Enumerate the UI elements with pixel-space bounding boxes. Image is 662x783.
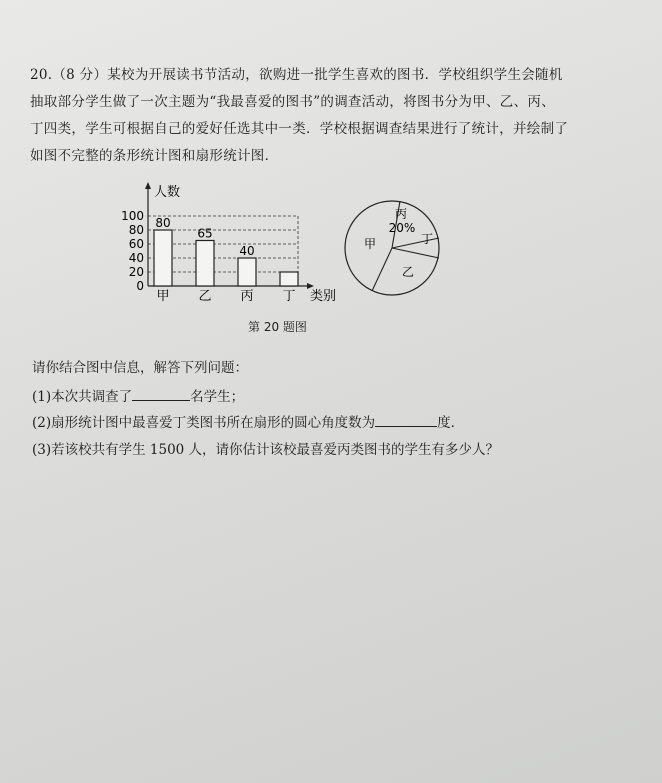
x-category-label: 丙 (240, 289, 254, 304)
sub-question-1-text-b: 名学生； (190, 389, 245, 405)
question-line-1: 20.（8 分）某校为开展读书节活动，欲购进一批学生喜欢的图书．学校组织学生会随机 (30, 67, 563, 83)
bar-chart (121, 182, 336, 304)
pie-divider (372, 248, 392, 291)
bar-value-label: 65 (197, 226, 213, 241)
sub-question-3: (3)若该校共有学生 1500 人，请你估计该校最喜爱丙类图书的学生有多少人？ (32, 442, 500, 458)
y-axis-arrow (145, 182, 151, 189)
x-category-label: 丁 (282, 289, 296, 304)
y-tick-label: 40 (128, 251, 144, 265)
x-category-label: 甲 (156, 289, 170, 304)
bar-value-label: 80 (155, 216, 171, 230)
y-axis-label: 人数 (154, 185, 181, 200)
pie-percent-label: 20% (388, 221, 416, 235)
bar-乙 (196, 241, 214, 287)
bar-value-label: 40 (239, 244, 255, 258)
x-axis-label: 类别 (310, 289, 337, 304)
pie-divider (392, 248, 439, 258)
bar-丙 (238, 258, 256, 286)
answer-blank-2[interactable] (375, 412, 437, 427)
sub-question-1 (32, 385, 244, 405)
sub-question-1-text-a: (1)本次共调查了 (32, 389, 133, 405)
pie-label: 丁 (420, 232, 434, 246)
x-category-label: 乙 (198, 289, 212, 304)
pie-label: 甲 (363, 237, 377, 251)
question-text (30, 62, 630, 170)
question-line-4: 如图不完整的条形统计图和扇形统计图． (30, 148, 279, 164)
figure-caption: 第 20 题图 (248, 320, 307, 334)
bar-丁 (280, 272, 298, 286)
pie-label: 丙 (394, 207, 408, 221)
sub-question-2-text-b: 度． (437, 415, 465, 431)
question-line-3: 丁四类，学生可根据自己的爱好任选其中一类．学校根据调查结果进行了统计，并绘制了 (30, 121, 569, 137)
y-tick-label: 100 (121, 209, 144, 223)
sub-question-2 (32, 411, 464, 431)
pie-chart (345, 201, 439, 295)
question-line-2: 抽取部分学生做了一次主题为“我最喜爱的图书”的调查活动，将图书分为甲、乙、丙、 (30, 94, 556, 110)
y-tick-label: 0 (136, 279, 144, 293)
pie-label: 乙 (401, 265, 415, 279)
y-tick-label: 60 (128, 237, 144, 251)
answer-blank-1[interactable] (132, 386, 190, 401)
instruction-text: 请你结合图中信息，解答下列问题： (32, 360, 248, 376)
figure (110, 180, 450, 330)
bar-甲 (154, 230, 172, 286)
y-tick-label: 80 (128, 223, 144, 237)
y-tick-label: 20 (128, 265, 144, 279)
sub-question-2-text-a: (2)扇形统计图中最喜爱丁类图书所在扇形的圆心角度数为 (32, 415, 376, 431)
